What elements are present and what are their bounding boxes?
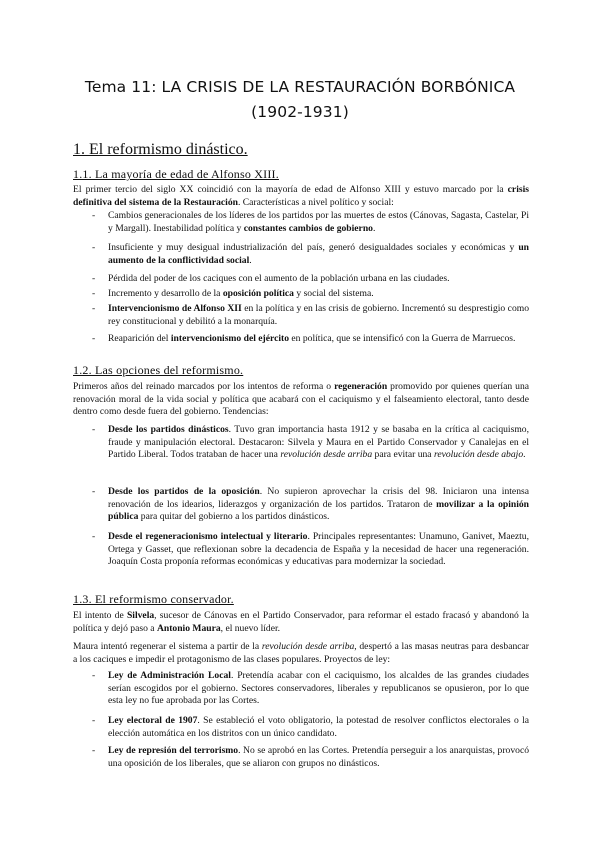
list-item: Reaparición del intervencionismo del ejército en política, que se intensificó con la Guerra de Marruecos.	[108, 333, 516, 344]
list-dash: -	[92, 333, 96, 344]
list-item: Ley de represión del terrorismo. No se aprobó en las Cortes. Pretendía perseguir a los anarquistas, provocó una oposición de los liberales, que se aliaron con grupos no dinásticos.	[108, 745, 529, 769]
list-dash: -	[92, 242, 96, 253]
list-item: Ley de Administración Local. Pretendía acabar con el caciquismo, los alcaldes de las grandes ciudades serían escogidos por el gobierno. Sectores conservadores, liberales y republicanos se opusieron, por lo que esta ley no fue aprobada por las Cortes.	[108, 670, 530, 707]
list-item: Ley electoral de 1907. Se estableció el voto obligatorio, la potestad de resolver conflictos electorales o la elección automática en los distritos con un único candidato.	[108, 715, 529, 739]
list-item: Intervencionismo de Alfonso XII en la política y en las crisis de gobierno. Incrementó su desprestigio como rey constitucional y debilitó a la monarquía.	[108, 303, 529, 327]
subsection-heading: 1.2. Las opciones del reformismo.	[73, 363, 244, 377]
list-item: Insuficiente y muy desigual industrialización del país, generó desigualdades sociales y económicas y un aumento de la conflictividad social.	[108, 242, 529, 266]
list-dash: -	[92, 210, 96, 221]
document-title-years: (1902-1931)	[251, 103, 349, 121]
paragraph: Maura intentó regenerar el sistema a partir de la revolución desde arriba, despertó a las masas neutras para desbancar a los caciques e impedir el protagonismo de las clases populares. Proyectos de ley:	[73, 641, 529, 665]
list-item: Desde los partidos dinásticos. Tuvo gran importancia hasta 1912 y se basaba en la crítica al caciquismo, fraude y manipulación electoral. Destacaron: Silvela y Maura en el Partido Conservador y Canalejas en el Partido Liberal. Todos trataban de hacer una revolución desde arriba para evitar una revolución desde abajo.	[108, 424, 529, 461]
list-item: Incremento y desarrollo de la oposición política y social del sistema.	[108, 288, 374, 299]
list-dash: -	[92, 715, 96, 726]
paragraph: El primer tercio del siglo XX coincidió con la mayoría de edad de Alfonso XIII y estuvo marcado por la crisis definitiva del sistema de la Restauración. Características a nivel político y social:	[73, 184, 529, 208]
subsection-heading: 1.1. La mayoría de edad de Alfonso XIII.	[73, 167, 279, 181]
list-dash: -	[92, 670, 96, 681]
section-heading: 1. El reformismo dinástico.	[73, 141, 248, 158]
document-title: Tema 11: LA CRISIS DE LA RESTAURACIÓN BORBÓNICA	[84, 78, 516, 96]
list-dash: -	[92, 303, 96, 314]
list-dash: -	[92, 288, 96, 299]
list-dash: -	[92, 531, 96, 542]
list-dash: -	[92, 745, 96, 756]
list-dash: -	[92, 273, 96, 284]
list-item: Cambios generacionales de los líderes de los partidos por las muertes de estos (Cánovas, Sagasta, Castelar, Pi y Margall). Inestabilidad política y constantes cambios de gobierno.	[108, 210, 529, 234]
list-dash: -	[92, 486, 96, 497]
paragraph: Primeros años del reinado marcados por los intentos de reforma o regeneración promovido por quienes querían una renovación moral de la vida social y política que acabará con el caciquismo y el falseamiento electoral, tanto desde dentro como desde fuera del gobierno. Tendencias:	[73, 381, 529, 418]
list-item: Desde los partidos de la oposición. No supieron aprovechar la crisis del 98. Iniciaron una intensa renovación de los idearios, liderazgos y organización de los partidos. Trataron de movilizar a la opinión pública para quitar del gobierno a los partidos dinásticos.	[108, 486, 529, 523]
subsection-heading: 1.3. El reformismo conservador.	[73, 592, 234, 606]
list-dash: -	[92, 424, 96, 435]
list-item: Pérdida del poder de los caciques con el aumento de la población urbana en las ciudades.	[108, 273, 450, 284]
list-item: Desde el regeneracionismo intelectual y literario. Principales representantes: Unamuno, Ganivet, Maeztu, Ortega y Gasset, que reflexionan sobre la decadencia de España y la necesidad de hacer una regeneración. Joaquín Costa proponía reformas económicas y educativas para modernizar la sociedad.	[108, 531, 529, 568]
paragraph: El intento de Silvela, sucesor de Cánovas en el Partido Conservador, para reformar el estado fracasó y abandonó la política y dejó paso a Antonio Maura, el nuevo líder.	[73, 610, 530, 634]
